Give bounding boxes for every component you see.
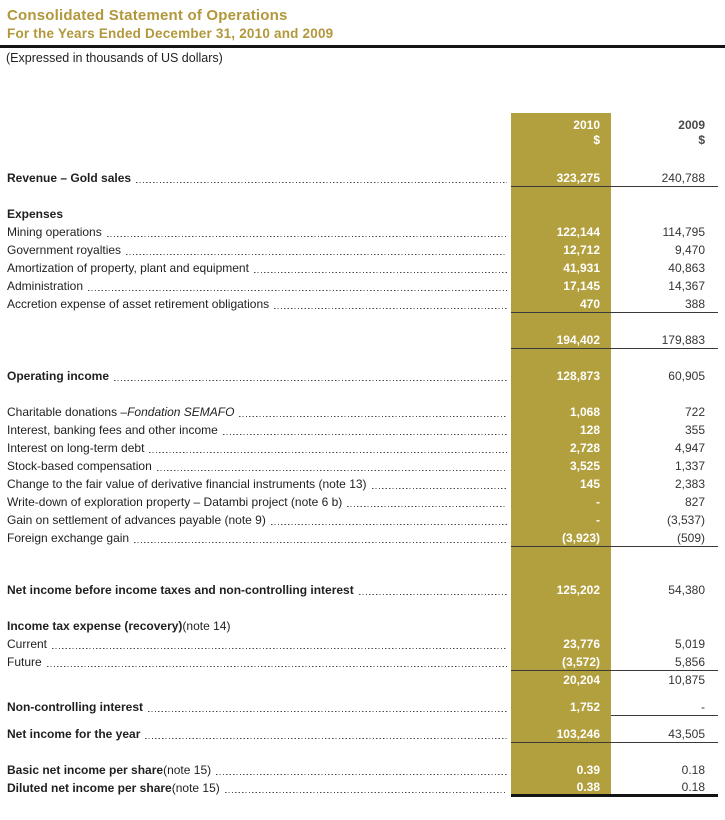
value-2009: 5,019 (674, 637, 705, 651)
value-2009: 0.18 (681, 763, 705, 777)
row-label (7, 457, 511, 475)
table-row (7, 295, 718, 313)
statement-rows (7, 169, 718, 797)
row-label (7, 653, 511, 671)
value-2009: - (611, 698, 718, 716)
value-2009: 1,337 (674, 459, 705, 473)
value-2009: 40,863 (668, 261, 705, 275)
value-2010: 125,202 (556, 583, 600, 597)
column-headers (7, 113, 718, 149)
value-2010: 1,752 (569, 700, 600, 714)
column-header-spacer (7, 113, 511, 149)
row-label-text: Fondation SEMAFO (127, 405, 235, 419)
row-label (7, 671, 511, 689)
row-label-text: Diluted net income per share (7, 781, 172, 795)
table-row (7, 475, 718, 493)
dotted-leader (148, 711, 507, 713)
table-row (7, 725, 718, 743)
value-2010: 23,776 (563, 637, 600, 651)
column-header-2010 (511, 113, 611, 149)
row-label (7, 331, 511, 349)
value-2009: (509) (676, 530, 705, 545)
value-2009: 388 (684, 296, 705, 311)
row-gap (7, 385, 718, 403)
row-gap (7, 547, 718, 581)
value-2010: 0.38 (576, 779, 600, 794)
value-2010: (3,572) (561, 654, 600, 669)
value-2009: 5,856 (674, 654, 705, 669)
row-label-text: Administration (7, 279, 84, 293)
row-gap (7, 689, 718, 698)
row-gap (7, 349, 718, 367)
table-row (7, 698, 718, 716)
row-label (7, 761, 511, 779)
column-currency-2010: $ (593, 133, 600, 147)
table-row (7, 259, 718, 277)
dotted-leader (274, 308, 507, 310)
header-rule (0, 45, 725, 48)
currency-note: (Expressed in thousands of US dollars) (6, 51, 223, 65)
value-2010: 41,931 (563, 261, 600, 275)
row-label (7, 421, 511, 439)
dotted-leader (114, 380, 507, 382)
table-row (7, 617, 718, 635)
row-label-text: (note 15) (163, 763, 212, 777)
value-2010: 122,144 (556, 225, 600, 239)
row-label (7, 367, 511, 385)
row-label (7, 295, 511, 313)
dotted-leader (52, 648, 507, 650)
row-label-text: Non-controlling interest (7, 700, 143, 714)
dotted-leader (225, 792, 507, 794)
table-row (7, 169, 718, 187)
row-label (7, 581, 511, 599)
row-label-text: Operating income (7, 369, 110, 383)
table-row (7, 779, 718, 797)
dotted-leader (359, 594, 507, 596)
row-label (7, 277, 511, 295)
value-2010 (511, 617, 611, 635)
row-label-text: Charitable donations – (7, 405, 128, 419)
row-gap (7, 599, 718, 617)
value-2009: 10,875 (668, 673, 705, 687)
table-row (7, 635, 718, 653)
value-2010: 0.39 (576, 763, 600, 777)
row-gap (7, 187, 718, 205)
page-title: Consolidated Statement of Operations (7, 7, 288, 24)
row-label (7, 698, 511, 716)
row-label-text: Change to the fair value of derivative financial instruments (note 13) (7, 477, 367, 491)
table-row (7, 403, 718, 421)
row-label (7, 617, 511, 635)
row-label-text: Interest, banking fees and other income (7, 423, 218, 437)
dotted-leader (216, 774, 507, 776)
value-2010: 12,712 (563, 243, 600, 257)
value-2009: 0.18 (681, 779, 705, 794)
value-2010: 128,873 (556, 369, 600, 383)
table-row (7, 205, 718, 223)
table-row (7, 421, 718, 439)
value-2010: 17,145 (563, 279, 600, 293)
row-label-text: Future (7, 655, 42, 669)
dotted-leader (157, 470, 507, 472)
row-label (7, 169, 511, 187)
value-2010: 2,728 (569, 441, 600, 455)
row-label-text: Accretion expense of asset retirement obligations (7, 297, 270, 311)
column-header-2009 (611, 113, 718, 149)
row-label-text: Foreign exchange gain (7, 531, 130, 545)
dotted-leader (149, 452, 507, 454)
row-label-text: Amortization of property, plant and equipment (7, 261, 249, 275)
row-label-text: Stock-based compensation (7, 459, 152, 473)
value-2010: (3,923) (561, 530, 600, 545)
value-2009: 114,795 (662, 225, 705, 239)
value-2009: 240,788 (661, 170, 705, 185)
value-2009: 14,367 (668, 279, 705, 293)
row-label (7, 475, 511, 493)
value-2010: 470 (579, 296, 600, 311)
dotted-leader (107, 236, 507, 238)
table-row (7, 457, 718, 475)
table-row (7, 653, 718, 671)
value-2009 (611, 205, 718, 223)
row-gap (7, 716, 718, 725)
value-2009: 43,505 (668, 726, 705, 741)
row-label-text: Interest on long-term debt (7, 441, 145, 455)
value-2009: 2,383 (674, 477, 705, 491)
dotted-leader (88, 290, 507, 292)
value-2010: 103,246 (556, 726, 600, 741)
row-label (7, 259, 511, 277)
value-2009: 60,905 (668, 369, 705, 383)
document-header (0, 0, 725, 42)
value-2010: 128 (579, 423, 600, 437)
table-row (7, 511, 718, 529)
dotted-leader (271, 524, 507, 526)
row-label-text: Net income before income taxes and non-controlling interest (7, 583, 354, 597)
table-row (7, 277, 718, 295)
value-2009: 722 (684, 405, 705, 419)
column-currency-2009: $ (698, 133, 705, 147)
dotted-leader (145, 738, 507, 740)
table-row (7, 331, 718, 349)
value-2010: 3,525 (569, 459, 600, 473)
row-label (7, 403, 511, 421)
dotted-leader (372, 488, 507, 490)
statement-table (7, 113, 718, 797)
row-label-text: Current (7, 637, 48, 651)
column-year-2010: 2010 (573, 118, 600, 132)
row-label (7, 205, 511, 223)
value-2009: 179,883 (661, 332, 705, 347)
row-label-text: Mining operations (7, 225, 102, 239)
dotted-leader (239, 416, 507, 418)
row-label-text: Government royalties (7, 243, 122, 257)
value-2009: 355 (684, 423, 705, 437)
table-row (7, 223, 718, 241)
value-2010: 323,275 (556, 170, 600, 185)
dotted-leader (223, 434, 507, 436)
value-2009: 4,947 (674, 441, 705, 455)
column-year-2009: 2009 (678, 118, 705, 132)
row-label-text: Revenue – Gold sales (7, 171, 132, 185)
table-row (7, 493, 718, 511)
row-label (7, 511, 511, 529)
row-label (7, 223, 511, 241)
row-label (7, 635, 511, 653)
value-2009: 9,470 (674, 243, 705, 257)
row-label (7, 779, 511, 797)
table-row (7, 581, 718, 599)
value-2010: 1,068 (569, 405, 600, 419)
dotted-leader (136, 182, 507, 184)
dotted-leader (126, 254, 507, 256)
row-label-text: Expenses (7, 207, 64, 221)
table-row (7, 439, 718, 457)
value-2010 (511, 205, 611, 223)
page-subtitle: For the Years Ended December 31, 2010 and 2009 (7, 26, 334, 41)
value-2009: (3,537) (666, 513, 705, 527)
dotted-leader (47, 666, 507, 668)
value-2010: 194,402 (556, 332, 600, 347)
row-label-text: (note 15) (171, 781, 220, 795)
table-row (7, 761, 718, 779)
dotted-leader (347, 506, 507, 508)
table-row (7, 367, 718, 385)
row-label-text: Basic net income per share (7, 763, 164, 777)
row-label (7, 241, 511, 259)
row-label-text: Write-down of exploration property – Datambi project (note 6 b) (7, 495, 343, 509)
row-label-text: Gain on settlement of advances payable (note 9) (7, 513, 266, 527)
row-label (7, 493, 511, 511)
value-2009: 827 (684, 495, 705, 509)
row-label-text: Income tax expense (recovery) (7, 619, 183, 633)
dotted-leader (134, 542, 507, 544)
value-2010: 145 (579, 477, 600, 491)
table-row (7, 529, 718, 547)
value-2009 (611, 617, 718, 635)
table-row (7, 241, 718, 259)
row-label-text: Net income for the year (7, 727, 141, 741)
row-label (7, 725, 511, 743)
value-2010: - (596, 513, 600, 527)
value-2010: 20,204 (563, 673, 600, 687)
row-label (7, 439, 511, 457)
table-row (7, 671, 718, 689)
dotted-leader (254, 272, 507, 274)
value-2009: 54,380 (668, 583, 705, 597)
row-label (7, 529, 511, 547)
row-gap (7, 743, 718, 761)
value-2010: - (596, 495, 600, 509)
row-label-text: (note 14) (182, 619, 231, 633)
row-gap (7, 313, 718, 331)
